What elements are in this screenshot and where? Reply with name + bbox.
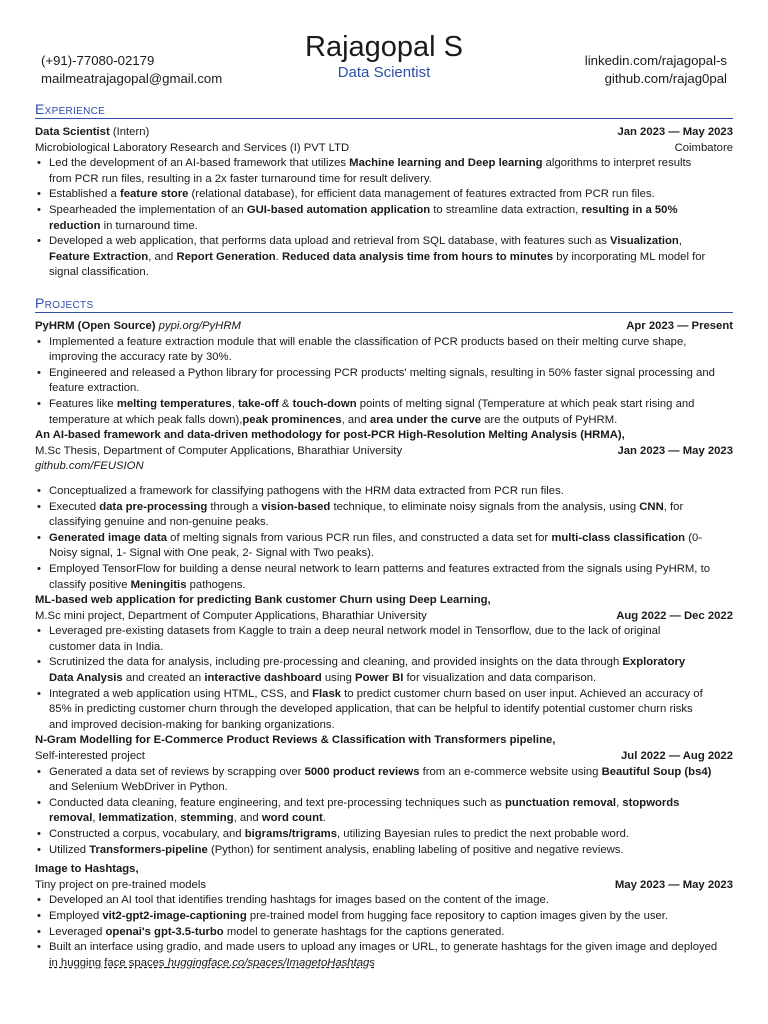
email-address[interactable]: mailmeatrajagopal@gmail.com <box>41 70 223 86</box>
list-item: • Employed TensorFlow for building a dense neural network to learn patterns and features extracted from the signals using PyHRM, to classify positive Meningitis pathogens. <box>35 562 733 593</box>
list-item: • Conceptualized a framework for classifying pathogens with the HRM data extracted from PCR run files. <box>35 484 733 500</box>
job-type: (Intern) <box>112 126 150 138</box>
project-link-row <box>35 459 733 475</box>
list-item: • Generated a data set of reviews by scrapping over 5000 product reviews from an e-commerce website using Beautiful Soup (bs4) and Selenium WebDriver in Python. <box>35 765 733 796</box>
project-link[interactable]: pypi.org/PyHRM <box>158 320 241 332</box>
job-role: Data Scientist <box>35 126 110 138</box>
list-item: • Led the development of an AI-based framework that utilizes Machine learning and Deep learning algorithms to interpret results from PCR run files, resulting in a 2x faster turnaround time for result delivery. <box>35 156 733 187</box>
project-subtitle: M.Sc Thesis, Department of Computer Applications, Bharathiar University <box>35 444 403 457</box>
project-link[interactable]: github.com/FEUSION <box>35 460 144 473</box>
job-location: Coimbatore <box>674 141 733 154</box>
job-row <box>35 125 733 141</box>
project-dates: Apr 2023 — Present <box>626 320 733 332</box>
github-link[interactable]: github.com/rajag0pal <box>604 70 727 86</box>
list-item: • Leveraged openai's gpt-3.5-turbo model to generate hashtags for the captions generated. <box>35 925 733 941</box>
person-name: Rajagopal S <box>305 31 463 63</box>
project-bullets <box>35 484 733 593</box>
list-item: • Engineered and released a Python library for processing PCR products' melting signals, resulting in 50% faster signal processing and feature extraction. <box>35 366 733 397</box>
project-row-hrma <box>35 428 733 444</box>
phone-number: (+91)-77080-02179 <box>41 53 155 68</box>
list-item: • Utilized Transformers-pipeline (Python) for sentiment analysis, enabling labeling of positive and negative reviews. <box>35 843 733 859</box>
project-link[interactable]: huggingface.co/spaces/ImagetoHashtags <box>167 956 375 969</box>
job-dates: Jan 2023 — May 2023 <box>617 126 733 138</box>
list-item: • Developed a web application, that performs data upload and retrieval from SQL database, with features such as Visualization, Feature Extraction, and Report Generation. Reduced data analysis time from hours to minutes by incorporating ML model for signal classification. <box>35 234 733 281</box>
project-row-hashtags <box>35 862 733 878</box>
project-row-churn <box>35 593 733 609</box>
project-dates: May 2023 — May 2023 <box>614 878 733 891</box>
project-bullets <box>35 765 733 859</box>
company-row <box>35 141 733 157</box>
list-item: • Spearheaded the implementation of an GUI-based automation application to streamline data extraction, resulting in a 50% reduction in turnaround time. <box>35 203 733 234</box>
project-sub-row <box>35 609 733 625</box>
list-item: • Integrated a web application using HTML, CSS, and Flask to predict customer churn based on user input. Achieved an accuracy of 85% in predicting customer churn through the developed application, that can be helpful to identify potential customer churn risks and improved decision-making for banking organizations. <box>35 687 733 734</box>
linkedin-link[interactable]: linkedin.com/rajagopal-s <box>584 53 727 68</box>
list-item: • Conducted data cleaning, feature engineering, and text pre-processing techniques such as punctuation removal, stopwords removal, lemmatization, stemming, and word count. <box>35 796 733 827</box>
project-dates: Aug 2022 — Dec 2022 <box>616 609 733 622</box>
project-subtitle: M.Sc mini project, Department of Computer Applications, Bharathiar University <box>35 609 427 622</box>
project-dates: Jul 2022 — Aug 2022 <box>621 750 733 763</box>
project-bullets <box>35 893 733 971</box>
list-item: • Developed an AI tool that identifies trending hashtags for images based on the content of the image. <box>35 893 733 909</box>
resume-header <box>35 0 733 100</box>
project-subtitle: Tiny project on pre-trained models <box>35 878 206 891</box>
project-title: N-Gram Modelling for E-Commerce Product Reviews & Classification with Transformers pipeline, <box>35 734 556 747</box>
list-item: • Executed data pre-processing through a vision-based technique, to eliminate noisy signals from the analysis, using CNN, for classifying genuine and non-genuine peaks. <box>35 500 733 531</box>
list-item: • Built an interface using gradio, and made users to upload any images or URL, to generate hashtags for the given image and deployed in hugging face spaces huggingface.co/spaces/ImagetoHashtags <box>35 940 733 971</box>
section-title-experience: Experience <box>35 101 733 119</box>
project-title: Image to Hashtags, <box>35 863 139 876</box>
contact-right <box>585 52 727 87</box>
project-bullets <box>35 335 733 429</box>
project-subtitle: Self-interested project <box>35 750 145 763</box>
project-sub-row <box>35 878 733 894</box>
project-bullets <box>35 624 733 733</box>
list-item: • Employed vit2-gpt2-image-captioning pre-trained model from hugging face repository to caption images given by the user. <box>35 909 733 925</box>
projects-section <box>35 295 733 971</box>
list-item: • Generated image data of melting signals from various PCR run files, and constructed a data set for multi-class classification (0- Noisy signal, 1- Signal with One peak, 2- Signal with Two peaks). <box>35 531 733 562</box>
project-sub-row <box>35 444 733 460</box>
experience-section <box>35 101 733 281</box>
person-title: Data Scientist <box>337 64 431 81</box>
resume-page <box>35 0 733 969</box>
list-item: • Scrutinized the data for analysis, including pre-processing and cleaning, and provided insights on the data through Exploratory Data Analysis and created an interactive dashboard using Power BI for visualization and data comparison. <box>35 655 733 686</box>
project-row-ngram <box>35 733 733 749</box>
list-item: • Established a feature store (relational database), for efficient data management of features extracted from PCR run files. <box>35 187 733 203</box>
section-title-projects: Projects <box>35 295 733 313</box>
project-row-pyhrm <box>35 319 733 335</box>
list-item: • Implemented a feature extraction module that will enable the classification of PCR products based on their melting curve shape, improving the accuracy rate by 30%. <box>35 335 733 366</box>
project-title: PyHRM (Open Source) <box>35 320 156 332</box>
company-name: Microbiological Laboratory Research and Services (I) PVT LTD <box>35 141 350 154</box>
project-dates: Jan 2023 — May 2023 <box>617 444 733 457</box>
project-sub-row <box>35 749 733 765</box>
project-title: ML-based web application for predicting Bank customer Churn using Deep Learning, <box>35 594 491 607</box>
list-item: • Leveraged pre-existing datasets from Kaggle to train a deep neural network model in Tensorflow, due to the lack of original customer data in India. <box>35 624 733 655</box>
job-bullets <box>35 156 733 281</box>
list-item: • Constructed a corpus, vocabulary, and bigrams/trigrams, utilizing Bayesian rules to predict the next probable word. <box>35 827 733 843</box>
list-item: • Features like melting temperatures, take-off & touch-down points of melting signal (Temperature at which peak start rising and temperature at which peak falls down),peak prominences, and area under the curve are the outputs of PyHRM. <box>35 397 733 428</box>
project-title: An AI-based framework and data-driven methodology for post-PCR High-Resolution Melting Analysis (HRMA), <box>35 429 625 442</box>
